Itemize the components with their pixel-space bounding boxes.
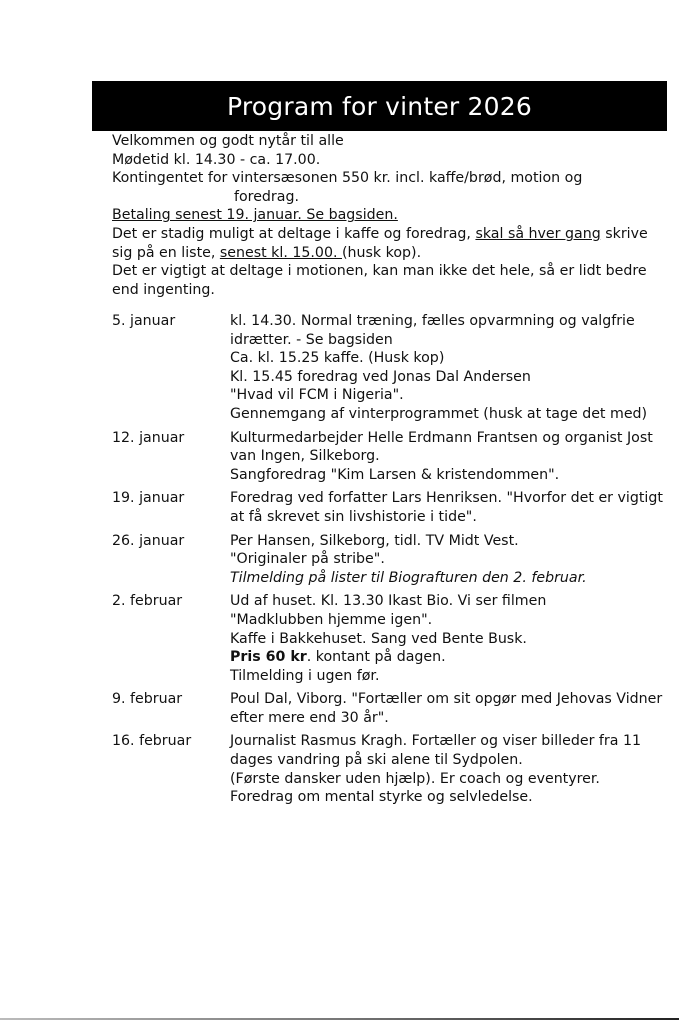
- signup-text-part1: Det er stadig muligt at deltage i kaffe og foredrag,: [112, 225, 476, 242]
- schedule-line: "Madklubben hjemme igen".: [230, 611, 433, 628]
- schedule-description: [230, 532, 667, 588]
- schedule-date: 12. januar: [112, 429, 185, 446]
- schedule-line: Ud af huset. Kl. 13.30 Ikast Bio. Vi ser filmen: [230, 593, 547, 610]
- schedule-line: Foredrag om mental styrke og selvledelse.: [230, 789, 533, 806]
- schedule-line: Poul Dal, Viborg. "Fortæller om sit opgør med Jehovas Vidner efter mere end 30 år".: [230, 691, 663, 726]
- signup-text-underlined2: senest kl. 15.00.: [219, 244, 342, 261]
- schedule-line: Foredrag ved forfatter Lars Henriksen. "Hvorfor det er vigtigt at få skrevet sin livshistorie i tide".: [230, 490, 663, 525]
- schedule-entry: [112, 312, 667, 424]
- schedule-line: Kaffe i Bakkehuset. Sang ved Bente Busk.: [230, 630, 527, 647]
- schedule-description: [230, 489, 667, 526]
- schedule-description: [230, 732, 667, 806]
- schedule-description: [230, 592, 667, 685]
- schedule-entry: [112, 429, 667, 485]
- schedule-line: kl. 14.30. Normal træning, fælles opvarmning og valgfrie idrætter. - Se bagsiden: [230, 313, 635, 348]
- schedule-list: [112, 312, 667, 812]
- signup-text-underlined1: skal så hver gang: [475, 225, 601, 242]
- schedule-line: Gennemgang af vinterprogrammet (husk at tage det med): [230, 405, 648, 422]
- schedule-description: [230, 312, 667, 424]
- page-title-banner: [92, 81, 667, 131]
- schedule-entry: [112, 690, 667, 727]
- schedule-description: [230, 690, 667, 727]
- schedule-line: (Første dansker uden hjælp). Er coach og eventyrer.: [230, 770, 600, 787]
- page-title: Program for vinter 2026: [227, 91, 532, 121]
- welcome-text: Velkommen og godt nytår til alle: [112, 133, 344, 149]
- schedule-line: Journalist Rasmus Kragh. Fortæller og viser billeder fra 11 dages vandring på ski alene til Sydpolen.: [230, 733, 642, 769]
- schedule-line: Per Hansen, Silkeborg, tidl. TV Midt Vest.: [230, 532, 519, 549]
- signup-text: [112, 225, 667, 262]
- schedule-line: Kl. 15.45 foredrag ved Jonas Dal Andersen: [230, 368, 531, 385]
- schedule-date: 16. februar: [112, 733, 192, 750]
- schedule-signup-note: Tilmelding på lister til Biografturen den 2. februar.: [230, 569, 587, 586]
- schedule-entry: [112, 489, 667, 526]
- schedule-date: 9. februar: [112, 691, 183, 708]
- signup-text-part3: (husk kop).: [342, 244, 422, 261]
- signup-text-part2: skrive sig på en liste,: [112, 225, 648, 261]
- schedule-entry: [112, 732, 667, 806]
- exercise-text: Det er vigtigt at deltage i motionen, kan man ikke det hele, så er lidt bedre end ingenting.: [112, 263, 647, 298]
- page-bottom-edge-line: [0, 1018, 679, 1020]
- schedule-price-line: [230, 648, 667, 667]
- meeting-time-text: Mødetid kl. 14.30 - ca. 17.00.: [112, 151, 321, 168]
- schedule-date: 2. februar: [112, 593, 183, 610]
- schedule-line: Sangforedrag "Kim Larsen & kristendommen".: [230, 466, 560, 483]
- schedule-description: [230, 429, 667, 485]
- schedule-line: Tilmelding i ugen før.: [230, 667, 380, 684]
- payment-deadline-text: Betaling senest 19. januar. Se bagsiden.: [112, 207, 398, 224]
- intro-section: [112, 132, 667, 299]
- schedule-line: Ca. kl. 15.25 kaffe. (Husk kop): [230, 350, 445, 367]
- schedule-line: Kulturmedarbejder Helle Erdmann Frantsen og organist Jost van Ingen, Silkeborg.: [230, 429, 653, 465]
- schedule-date: 19. januar: [112, 490, 185, 507]
- schedule-price-rest: . kontant på dagen.: [306, 649, 446, 666]
- schedule-line: "Originaler på stribe".: [230, 551, 385, 568]
- schedule-entry: [112, 592, 667, 685]
- schedule-date: 5. januar: [112, 313, 176, 329]
- fee-text-line2: foredrag.: [234, 188, 299, 205]
- schedule-date: 26. januar: [112, 532, 185, 549]
- schedule-line: "Hvad vil FCM i Nigeria".: [230, 387, 404, 404]
- fee-text-line1: Kontingentet for vintersæsonen 550 kr. incl. kaffe/brød, motion og: [112, 170, 583, 187]
- schedule-price: Pris 60 kr: [230, 649, 307, 666]
- schedule-entry: [112, 532, 667, 588]
